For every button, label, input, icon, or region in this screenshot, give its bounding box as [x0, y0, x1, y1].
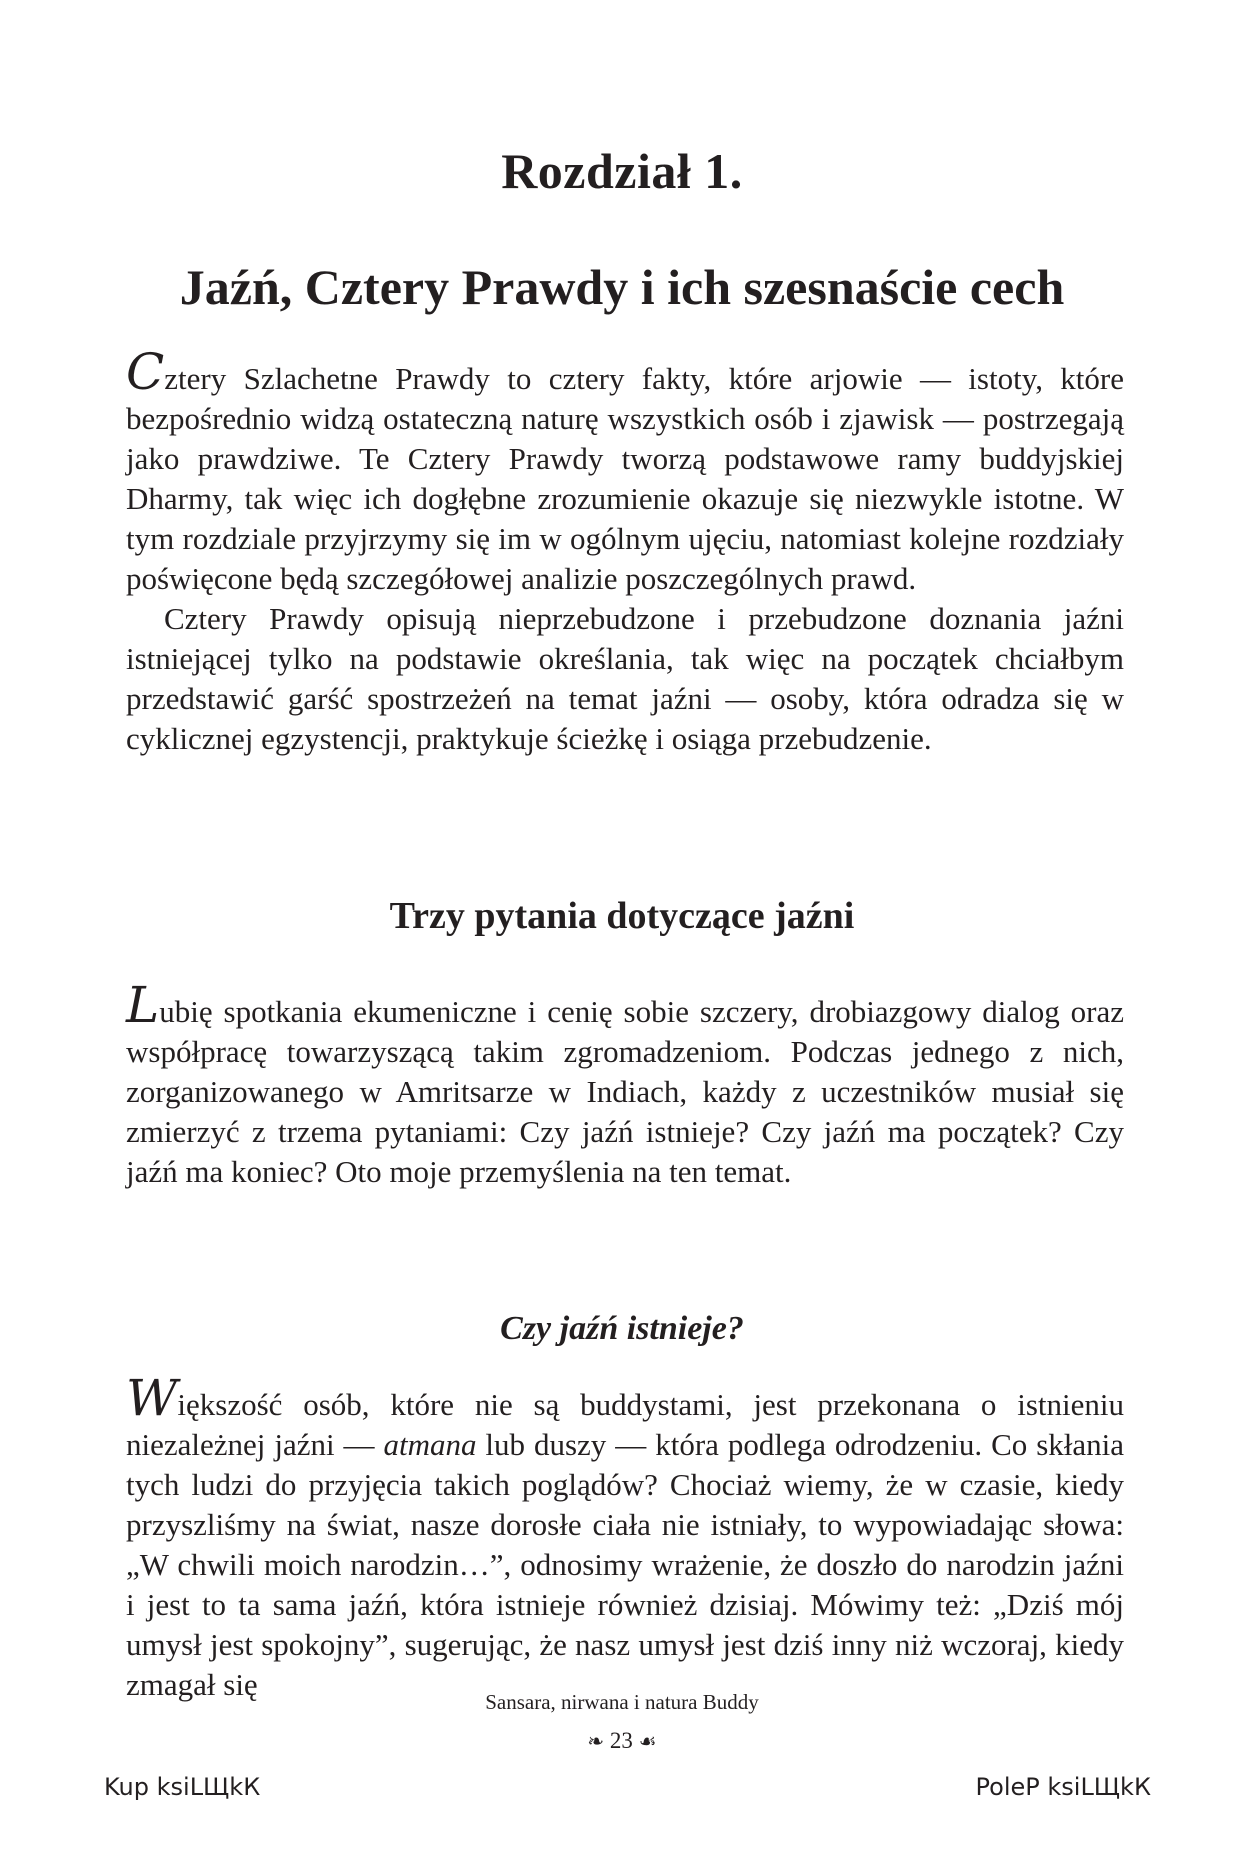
- subsection-text: [126, 1369, 1125, 1705]
- fleuron-right-icon: ☙: [638, 1729, 657, 1753]
- fleuron-left-icon: ❧: [587, 1729, 605, 1753]
- drop-cap: W: [126, 1369, 178, 1427]
- intro-paragraph-2: Cztery Prawdy opisują nieprzebudzone i przebudzone doznania jaźni istniejącej tylko na podstawie określania, tak więc na początek chciałbym przedstawić garść spostrzeżeń na temat jaźni — osoby, która odradza się w cyklicznej egzystencji, praktykuje ścieżkę i osiąga przebudzenie.: [126, 601, 1124, 756]
- chapter-title: Jaźń, Cztery Prawdy i ich szesnaście cech: [179, 258, 1065, 315]
- section-heading: Trzy pytania dotyczące jaźni: [389, 894, 855, 937]
- drop-cap: L: [126, 976, 160, 1034]
- section-paragraph-1-text: ubię spotkania ekumeniczne i cenię sobie szczery, drobiazgowy dialog oraz współpracę towarzyszącą takim zgromadzeniom. Podczas jednego z nich, zorganizowanego w Amritsarze w Indiach, każdy z uczestników musiał się zmierzyć z trzema pytaniami: Czy jaźń istnieje? Czy jaźń ma początek? Czy jaźń ma koniec? Oto moje przemyślenia na ten temat.: [126, 994, 1124, 1189]
- subsection-text-part-1: iększość osób, które nie są buddystami, jest przekonana o istnieniu niezależnej jaźni —: [126, 1387, 1124, 1462]
- subsection-heading: Czy jaźń istnieje?: [500, 1310, 744, 1347]
- page-number: 23: [609, 1728, 633, 1753]
- drop-cap: C: [126, 343, 165, 401]
- running-title: Sansara, nirwana i natura Buddy: [485, 1690, 759, 1714]
- emphasis-term: atmana: [383, 1427, 477, 1462]
- chapter-number: Rozdział 1.: [501, 142, 743, 199]
- recommend-book-link[interactable]: PoleP ksiLЩkК: [975, 1773, 1151, 1801]
- page-number-line: [0, 1728, 1244, 1754]
- intro-paragraph-1-text: ztery Szlachetne Prawdy to cztery fakty, które arjowie — istoty, które bezpośrednio widzą ostateczną naturę wszystkich osób i zjawisk — postrzegają jako prawdziwe. Te Cztery Prawdy tworzą podstawowe ramy buddyjskiej Dharmy, tak więc ich dogłębne zrozumienie okazuje się niezwykle istotne. W tym rozdziale przyjrzymy się im w ogólnym ujęciu, natomiast kolejne rozdziały poświęcone będą szczegółowej analizie poszczególnych prawd.: [126, 361, 1124, 596]
- subsection-paragraph-1: [126, 1369, 1125, 1705]
- section-paragraph-1: [126, 976, 1124, 1192]
- section-text: [126, 976, 1124, 1192]
- intro-text: [126, 343, 1124, 759]
- buy-book-link[interactable]: Kup ksiLЩkК: [104, 1773, 261, 1801]
- intro-paragraph-1: [126, 343, 1124, 599]
- subsection-text-part-2: lub duszy — która podlega odrodzeniu. Co skłania tych ludzi do przyjęcia takich poglądów? Chociaż wiemy, że w czasie, kiedy przyszliśmy na świat, nasze dorosłe ciała nie istniały, to wypowiadając słowa: „W chwili moich narodzin…”, odnosimy wrażenie, że doszło do narodzin jaźni i jest to ta sama jaźń, która istnieje również dzisiaj. Mówimy też: „Dziś mój umysł jest spokojny”, sugerując, że nasz umysł jest dziś inny niż wczoraj, kiedy zmagał się: [126, 1427, 1125, 1702]
